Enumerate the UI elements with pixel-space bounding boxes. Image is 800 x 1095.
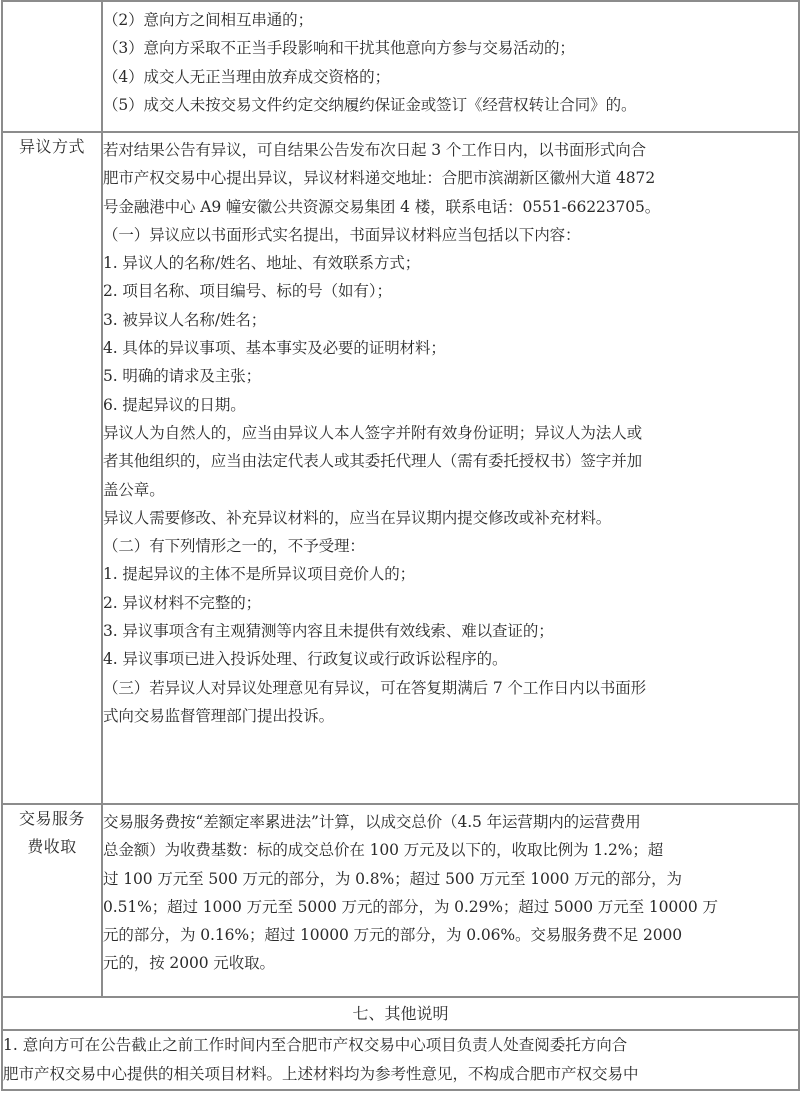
- service-fee-line: 交易服务费按“差额定率累进法”计算，以成交总价（4.5 年运营期内的运营费用: [103, 813, 641, 831]
- other-notes-content: [2, 1030, 799, 1090]
- objection-line: 1. 异议人的名称/姓名、地址、有效联系方式；: [103, 254, 421, 273]
- other-notes-line: 1. 意向方可在公告截止之前工作时间内至合肥市产权交易中心项目负责人处查阅委托方向合: [3, 1036, 628, 1054]
- objection-line: 3. 异议事项含有主观猜测等内容且未提供有效线索、难以查证的；: [103, 622, 554, 641]
- objection-content: [102, 132, 799, 804]
- objection-line: 者其他组织的，应当由法定代表人或其委托代理人（需有委托授权书）签字并加: [103, 452, 643, 471]
- service-fee-label-line: 交易服务: [18, 809, 85, 828]
- objection-line: （一）异议应以书面形式实名提出，书面异议材料应当包括以下内容：: [103, 225, 581, 244]
- announcement-table: [1, 0, 800, 1091]
- service-fee-line: 元的部分，为 0.16%；超过 10000 万元的部分，为 0.06%。交易服务费不足 2000: [103, 926, 683, 945]
- objection-row: [2, 132, 799, 804]
- list-item: （5）成交人未按交易文件约定交纳履约保证金或签订《经营权转让合同》的。: [103, 95, 637, 114]
- continued-list-row: [2, 1, 799, 132]
- service-fee-line: 0.51%；超过 1000 万元至 5000 万元的部分，为 0.29%；超过 5000 万元至 10000 万: [103, 897, 718, 916]
- objection-line: 异议人为自然人的，应当由异议人本人签字并附有效身份证明；异议人为法人或: [103, 423, 643, 442]
- section-heading: [2, 997, 799, 1030]
- objection-line: 2. 项目名称、项目编号、标的号（如有）；: [103, 282, 392, 301]
- service-fee-content: [102, 804, 799, 997]
- service-fee-label-line: 费收取: [27, 837, 77, 856]
- list-item: （2）意向方之间相互串通的；: [103, 11, 313, 29]
- section-heading-row: [2, 997, 799, 1030]
- objection-line: 4. 具体的异议事项、基本事实及必要的证明材料；: [103, 339, 446, 358]
- continued-list-content: [102, 1, 799, 132]
- other-notes-row: [2, 1030, 799, 1090]
- objection-line: （二）有下列情形之一的，不予受理：: [103, 537, 365, 556]
- objection-label-text: 异议方式: [18, 137, 85, 156]
- other-notes-line: 肥市产权交易中心提供的相关项目材料。上述材料均为参考性意见，不构成合肥市产权交易中: [3, 1065, 639, 1083]
- service-fee-label: [2, 804, 102, 997]
- objection-line: 号金融港中心 A9 幢安徽公共资源交易集团 4 楼，联系电话：0551-66223705。: [103, 197, 661, 216]
- objection-line: 3. 被异议人名称/姓名；: [103, 310, 267, 329]
- objection-label: [2, 132, 102, 804]
- section-heading-text: 七、其他说明: [352, 1004, 449, 1023]
- objection-line: （三）若异议人对异议处理意见有异议，可在答复期满后 7 个工作日内以书面形: [103, 678, 647, 697]
- objection-line: 2. 异议材料不完整的；: [103, 593, 262, 612]
- objection-line: 6. 提起异议的日期。: [103, 395, 246, 414]
- continued-list-label-cell: [2, 1, 102, 132]
- objection-line: 4. 异议事项已进入投诉处理、行政复议或行政诉讼程序的。: [103, 650, 508, 669]
- objection-line: 式向交易监督管理部门提出投诉。: [103, 706, 335, 725]
- service-fee-line: 元的，按 2000 元收取。: [103, 954, 275, 973]
- list-item: （4）成交人无正当理由放弃成交资格的；: [103, 67, 390, 86]
- service-fee-line: 总金额）为收费基数：标的成交总价在 100 万元及以下的，收取比例为 1.2%；超: [103, 841, 664, 860]
- objection-line: 若对结果公告有异议，可自结果公告发布次日起 3 个工作日内，以书面形式向合: [103, 141, 647, 159]
- objection-line: 异议人需要修改、补充异议材料的，应当在异议期内提交修改或补充材料。: [103, 508, 612, 527]
- objection-line: 盖公章。: [103, 480, 165, 499]
- objection-line: 肥市产权交易中心提出异议，异议材料递交地址：合肥市滨湖新区徽州大道 4872: [103, 169, 656, 188]
- objection-line: 1. 提起异议的主体不是所异议项目竞价人的；: [103, 565, 416, 584]
- objection-line: 5. 明确的请求及主张；: [103, 367, 262, 386]
- service-fee-line: 过 100 万元至 500 万元的部分，为 0.8%；超过 500 万元至 1000 万元的部分，为: [103, 869, 682, 888]
- list-item: （3）意向方采取不正当手段影响和干扰其他意向方参与交易活动的；: [103, 39, 575, 58]
- service-fee-row: [2, 804, 799, 997]
